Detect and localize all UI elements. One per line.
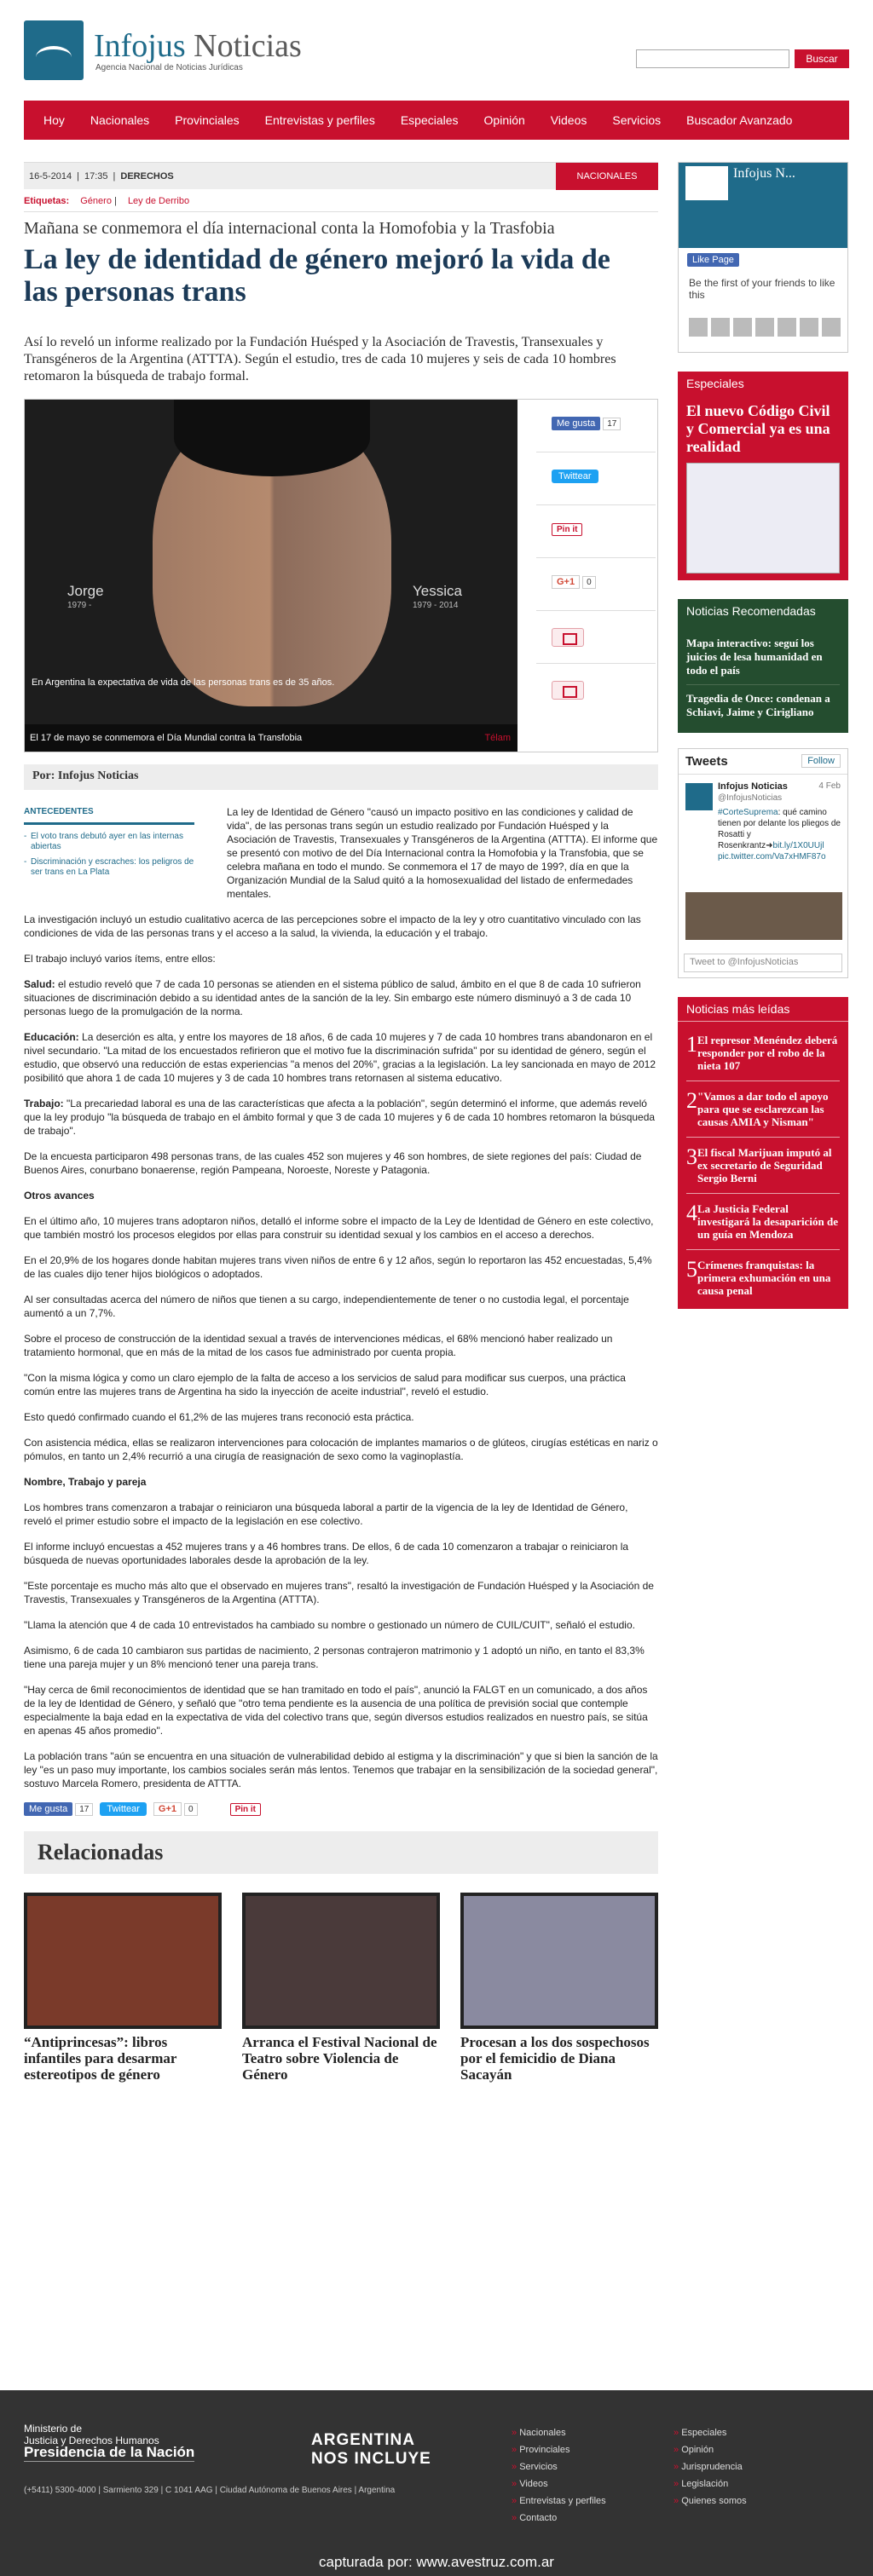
mas-leida-title[interactable]: "Vamos a dar todo el apoyo para que se esclarezcan las causas AMIA y Nisman" <box>697 1090 829 1128</box>
footer-link[interactable]: » Provinciales <box>512 2441 606 2458</box>
paragraph-lead-in: Nombre, Trabajo y pareja <box>24 1476 147 1488</box>
search-input[interactable] <box>636 49 789 68</box>
paragraph-text: "Llama la atención que 4 de cada 10 entrevistados ha cambiado su nombre o gestionado un número de CUIL/CUIT", señaló el estudio. <box>24 1619 635 1631</box>
twitter-widget <box>678 748 848 978</box>
article-title: La ley de identidad de género mejoró la vida de las personas trans <box>24 244 610 308</box>
article-paragraph <box>227 805 658 901</box>
article-paragraph <box>24 1540 658 1567</box>
argentina-line: NOS INCLUYE <box>311 2450 431 2468</box>
argentina-logo <box>311 2431 431 2469</box>
nav-opinion[interactable]: Opinión <box>483 113 525 127</box>
tag-link[interactable]: Ley de Derribo <box>127 196 190 206</box>
footer-link[interactable]: » Opinión <box>674 2441 747 2458</box>
recomendadas-box <box>678 599 848 733</box>
article-column <box>24 162 658 2083</box>
article-paragraph <box>24 952 658 965</box>
site-footer <box>0 2390 873 2576</box>
article-paragraph <box>24 1214 658 1242</box>
article-paragraph <box>24 1097 658 1138</box>
nav-videos[interactable]: Videos <box>550 113 587 127</box>
footer-link[interactable]: » Quienes somos <box>674 2492 747 2510</box>
paragraph-text: En el 20,9% de los hogares donde habitan mujeres trans viven niños de entre 6 y 12 años, según lo reportaron las 452 encuestadas, 5,4% de las cuales dijo tener hijos biológicos o adoptados. <box>24 1254 652 1280</box>
article-paragraph <box>24 913 658 940</box>
article-paragraph <box>24 1579 658 1606</box>
google-plus-button[interactable]: G+1 <box>552 575 580 589</box>
paragraph-lead-in: Salud: <box>24 978 55 990</box>
nav-hoy[interactable]: Hoy <box>43 113 65 127</box>
nav-entrevistas[interactable]: Entrevistas y perfiles <box>264 113 375 127</box>
nav-servicios[interactable]: Servicios <box>612 113 662 127</box>
paragraph-text: El trabajo incluyó varios ítems, entre ellos: <box>24 953 216 965</box>
article-date: 16-5-2014 <box>29 170 72 182</box>
footer-link[interactable]: » Legislación <box>674 2475 747 2492</box>
tweet-pic-link[interactable]: pic.twitter.com/Va7xHMF87o <box>718 852 826 862</box>
photo-credit: Télam <box>484 733 511 743</box>
related-title[interactable]: Arranca el Festival Nacional de Teatro sobre Violencia de Género <box>242 2034 437 2083</box>
rank-number: 2 <box>686 1088 697 1113</box>
paragraph-text: De la encuesta participaron 498 personas trans, de las cuales 452 son mujeres y 46 son hombres, de siete regiones del país: Ciudad de Buenos Aires, conurbano bonaerense, región Pampeana, Noroeste, Noreste y Patagonia. <box>24 1150 642 1176</box>
paragraph-text: Esto quedó confirmado cuando el 61,2% de las mujeres trans reconoció esta práctica. <box>24 1411 414 1423</box>
related-item[interactable] <box>460 1893 658 2083</box>
nav-especiales[interactable]: Especiales <box>400 113 459 127</box>
capture-credit: capturada por: www.avestruz.com.ar <box>319 2554 554 2570</box>
pinterest-button[interactable]: Pin it <box>552 523 582 536</box>
paragraph-text: La población trans "aún se encuentra en una situación de vulnerabilidad debido al estigma y la discriminación" y que si bien la sanción de la ley "es un paso muy importante, los cambios sociales serán más lentos. Tenemos que trabajar en la sensibilización de la sociedad general", sostuvo Marcela Romero, presidenta de ATTTA. <box>24 1750 658 1789</box>
facebook-like-button[interactable]: Me gusta <box>24 1802 72 1816</box>
tweet-date: 4 Feb <box>818 781 841 791</box>
related-item[interactable] <box>24 1893 222 2083</box>
twitter-avatar[interactable] <box>685 783 713 810</box>
antecedente-link[interactable]: - Discriminación y escraches: los peligros de ser trans en La Plata <box>24 857 194 878</box>
facebook-like-button[interactable]: Me gusta <box>552 417 600 430</box>
rank-number: 5 <box>686 1257 697 1282</box>
footer-links-b <box>674 2424 747 2510</box>
mas-leidas-box <box>678 997 848 1309</box>
article-paragraph <box>24 1150 658 1177</box>
paragraph-text: Con asistencia médica, ellas se realizaron intervenciones para colocación de implantes mamarios o de glúteos, cirugías estéticas en nariz o pómulos, en tanto un 2,4% recurrió a una cirugía de reasignación de sexo como la vaginoplastía. <box>24 1437 658 1462</box>
rank-number: 4 <box>686 1201 697 1225</box>
bottom-share-bar <box>24 1802 658 1816</box>
mas-leida-title[interactable]: El represor Menéndez deberá responder por el robo de la nieta 107 <box>697 1034 838 1072</box>
article-paragraph <box>24 1501 658 1528</box>
related-image <box>460 1893 658 2029</box>
google-plus-count: 0 <box>582 576 596 589</box>
paragraph-text: Asimismo, 6 de cada 10 cambiaron sus partidas de nacimiento, 2 personas contrajeron matrimonio y 1 adoptó un niño, en tanto el 83,3% tiene una pareja mujer y un 8% mencionó tener una pareja trans. <box>24 1645 645 1670</box>
nav-buscador[interactable]: Buscador Avanzado <box>686 113 793 127</box>
tweet-input[interactable]: Tweet to @InfojusNoticias <box>684 954 842 972</box>
paragraph-lead-in: Educación: <box>24 1031 79 1043</box>
argentina-line: ARGENTINA <box>311 2431 415 2449</box>
antecedente-link[interactable]: - El voto trans debutó ayer en las internas abiertas <box>24 832 194 852</box>
photo-caption: El 17 de mayo se conmemora el Día Mundial contra la Transfobia <box>25 724 517 752</box>
footer-link[interactable]: » Contacto <box>512 2510 606 2527</box>
fb-page-name[interactable]: Infojus N... <box>733 166 795 181</box>
article-body <box>24 805 658 1790</box>
fb-like-page-button[interactable]: Like Page <box>687 253 739 267</box>
facebook-widget <box>678 162 848 353</box>
tags-label: Etiquetas: <box>24 196 70 206</box>
mas-leida-title[interactable]: Crímenes franquistas: la primera exhumación en una causa penal <box>697 1259 831 1297</box>
article-paragraph <box>24 1410 658 1424</box>
footer-link[interactable]: » Videos <box>512 2475 606 2492</box>
follow-button[interactable]: Follow <box>801 754 841 768</box>
mas-leidas-title: Noticias más leídas <box>678 997 848 1022</box>
paragraph-lead-in: Trabajo: <box>24 1098 64 1109</box>
article-meta: 16-5-2014 | 17:35 | DERECHOS NACIONALES <box>24 162 658 189</box>
related-list <box>24 1893 658 2083</box>
print-icon[interactable] <box>552 628 584 647</box>
paragraph-text: "Con la misma lógica y como un claro ejemplo de la falta de acceso a los servicios de salud para modificar sus cuerpos, una práctica común entre las mujeres trans de Argentina ha sido la inyección de aceite industrial", reveló el estudio. <box>24 1372 626 1397</box>
paragraph-text: "Este porcentaje es mucho más alto que el observado en mujeres trans", resaltó la investigación de Fundación Huésped y la Asociación de Travestis, Transexuales y Transgéneros de la Argentina (ATTTA). <box>24 1580 654 1605</box>
article-paragraph <box>24 1371 658 1398</box>
article-paragraph <box>24 1618 658 1632</box>
photo-year-left: 1979 - <box>67 601 92 610</box>
footer-link[interactable]: » Nacionales <box>512 2424 606 2441</box>
article-paragraph <box>24 1189 658 1202</box>
mas-leida-title[interactable]: La Justicia Federal investigará la desaparición de un guía en Mendoza <box>697 1202 839 1241</box>
paragraph-text: "La precariedad laboral es una de las características que afecta a la población", según determinó el informe, que además reveló que la ley produjo "la búsqueda de trabajo en el ámbito formal y que 3 de cada 10 mujeres y 6 de cada 10 hombres retomaron la búsqueda de trabajo". <box>24 1098 656 1137</box>
article-author: Por: Infojus Noticias <box>24 764 658 790</box>
article-paragraph <box>24 1253 658 1281</box>
twitter-button[interactable]: Twittear <box>552 470 598 483</box>
footer-address: (+5411) 5300-4000 | Sarmiento 329 | C 1041 AAG | Ciudad Autónoma de Buenos Aires | Argentina <box>24 2486 396 2495</box>
pinterest-button[interactable]: Pin it <box>230 1803 261 1816</box>
recomendada-item[interactable]: Mapa interactivo: seguí los juicios de lesa humanidad en todo el país <box>686 630 840 685</box>
fb-friends-row <box>689 318 841 337</box>
mas-leida-item[interactable] <box>686 1194 840 1250</box>
tweet-author[interactable]: Infojus Noticias <box>718 781 788 792</box>
article-paragraph <box>24 1475 658 1489</box>
photo-name-right: Yessica <box>413 583 462 599</box>
related-image <box>242 1893 440 2029</box>
footer-links-a <box>512 2424 606 2527</box>
ministerio-line: Ministerio de <box>24 2423 83 2435</box>
mas-leida-item[interactable] <box>686 1025 840 1081</box>
article-paragraph <box>24 1749 658 1790</box>
tweet-text <box>718 807 842 862</box>
article-paragraph <box>24 1644 658 1671</box>
facebook-count: 17 <box>75 1803 93 1816</box>
footer-link[interactable]: » Entrevistas y perfiles <box>512 2492 606 2510</box>
rank-number: 3 <box>686 1144 697 1169</box>
related-item[interactable] <box>242 1893 440 2083</box>
article-paragraph <box>24 1683 658 1738</box>
hashtag-link[interactable]: #CorteSuprema <box>718 808 778 817</box>
related-heading: Relacionadas <box>24 1831 658 1874</box>
tag-link[interactable]: Género <box>80 196 112 206</box>
paragraph-text: La investigación incluyó un estudio cualitativo acerca de las percepciones sobre el impacto de la ley y otro cuantitativo vinculado con las condiciones de vida de las personas trans y el acceso a la salud, la vivienda, la educación y el trabajo. <box>24 913 641 939</box>
paragraph-text: el estudio reveló que 7 de cada 10 personas se atienden en el sistema público de salud, ámbito en el que 8 de cada 10 sufrieron situaciones de discriminación debido a su identidad antes de la sanción de la ley. Sin embargo este número disminuyó a 3 de cada 10 personas luego de la promulgación de la norma. <box>24 978 641 1017</box>
facebook-count: 17 <box>603 418 621 430</box>
section-badge[interactable]: NACIONALES <box>556 163 658 190</box>
search-form <box>636 49 849 68</box>
mas-leida-title[interactable]: El fiscal Marijuan imputó al ex secretario de Seguridad Sergio Berni <box>697 1146 832 1184</box>
article-lead: Así lo reveló un informe realizado por la Fundación Huésped y la Asociación de Travestis, Transexuales y Transgéneros de la Argentina (ATTTA). Según el estudio, tres de cada 10 mujeres y seis de cada 10 hombres retomaron la búsqueda de trabajo formal. <box>24 335 616 383</box>
paragraph-text: En el último año, 10 mujeres trans adoptaron niños, detalló el informe sobre el impacto de la Ley de Identidad de Género en este colectivo, que también mostró los procesos elegidos por ellas para construir su identidad sexual y los cambios en el acceso a derechos. <box>24 1215 654 1241</box>
article-time: 17:35 <box>84 170 108 182</box>
related-title[interactable]: “Antiprincesas”: libros infantiles para desarmar estereotipos de género <box>24 2034 177 2083</box>
email-icon[interactable] <box>552 681 584 700</box>
nav-nacionales[interactable]: Nacionales <box>90 113 150 127</box>
mas-leida-item[interactable] <box>686 1138 840 1194</box>
sidebar <box>678 162 848 1309</box>
article-paragraph <box>24 1293 658 1320</box>
paragraph-text: Sobre el proceso de construcción de la identidad sexual a través de intervenciones médicas, el 68% mencionó haber realizado un tratamiento hormonal, que en más de la mitad de los casos fue administrado por cuenta propia. <box>24 1333 613 1358</box>
twitter-button[interactable]: Twittear <box>100 1802 147 1816</box>
photo-year-right: 1979 - 2014 <box>413 601 459 610</box>
recomendadas-title: Noticias Recomendadas <box>678 599 848 623</box>
presidencia-line: Presidencia de la Nación <box>24 2444 195 2460</box>
antecedentes-title: ANTECEDENTES <box>24 805 194 825</box>
tweet-image[interactable] <box>685 892 842 940</box>
google-plus-button[interactable]: G+1 <box>153 1802 182 1816</box>
antecedentes-box <box>24 805 194 883</box>
article-section: DERECHOS <box>120 170 174 182</box>
article-paragraph <box>24 977 658 1018</box>
paragraph-text: Al ser consultadas acerca del número de niños que tienen a su cargo, independientemente de tener o no custodia legal, el porcentaje aumentó a un 7,7%. <box>24 1294 629 1319</box>
site-header <box>24 0 849 101</box>
article-kicker: Mañana se conmemora el día internacional conta la Homofobia y la Trasfobia <box>24 219 555 238</box>
photo-name-left: Jorge <box>67 583 104 599</box>
especiales-title: Especiales <box>678 372 848 395</box>
page-avatar <box>685 166 728 200</box>
paragraph-text: "Hay cerca de 6mil reconocimientos de identidad que se han tramitado en todo el país", anunció la FALGT en un comunicado, a dos años de la ley de Identidad de Género, y señaló que "otro tema pendiente es la ausencia de una política de previsión social que contemple especialmente la baja edad en la expectativa de vida del colectivo trans que, según diversos estudios realizados en nuestro país, se sitúa en apenas 45 años promedio". <box>24 1684 648 1737</box>
search-button[interactable]: Buscar <box>795 49 849 68</box>
site-logo[interactable] <box>24 20 302 80</box>
article-paragraph <box>24 1030 658 1085</box>
logo-title-b: Noticias <box>194 27 302 64</box>
photo-overlay-text: En Argentina la expectativa de vida de las personas trans es de 35 años. <box>32 677 335 688</box>
article-paragraph <box>24 1332 658 1359</box>
related-image <box>24 1893 222 2029</box>
recomendada-item[interactable]: Tragedia de Once: condenan a Schiavi, Jaime y Cirigliano <box>686 692 830 718</box>
mas-leida-item[interactable] <box>686 1081 840 1138</box>
article-photo[interactable] <box>25 400 517 752</box>
tweet-handle: @InfojusNoticias <box>718 793 783 803</box>
tweet-body: : qué camino tienen por delante los pliegos de Rosatti y Rosenkrantz➜ <box>718 808 841 850</box>
footer-link[interactable]: » Servicios <box>512 2458 606 2475</box>
paragraph-lead-in: Otros avances <box>24 1190 95 1202</box>
google-plus-count: 0 <box>184 1803 198 1816</box>
logo-subtitle: Agencia Nacional de Noticias Jurídicas <box>95 62 243 72</box>
share-column <box>536 400 656 717</box>
paragraph-text: El informe incluyó encuestas a 452 mujeres trans y a 46 hombres trans. De ellos, 6 de cada 10 comenzaron a trabajar o reiniciaron la búsqueda de nuevas oportunidades laborales desde la aprobación de la ley. <box>24 1541 629 1566</box>
article-paragraph <box>24 1436 658 1463</box>
paragraph-text: Los hombres trans comenzaron a trabajar o reiniciaron una búsqueda laboral a partir de la vigencia de la ley de Identidad de Género, reveló el primer estudio sobre el impacto de la legislación en ese colectivo. <box>24 1501 628 1527</box>
footer-link[interactable]: » Especiales <box>674 2424 747 2441</box>
ministerio-line: Justicia y Derechos Humanos <box>24 2435 159 2446</box>
tags-row: Etiquetas: Género | Ley de Derribo <box>24 189 658 212</box>
logo-title-a: Infojus <box>94 27 186 64</box>
paragraph-text: La ley de Identidad de Género "causó un impacto positivo en las condiciones y calidad de vida", de las personas trans según un estudio realizado por Fundación Huésped y la Asociación de Travestis, Transexuales y Transgéneros de la Argentina (ATTTA). El informe que se presentó con motivo de del Día Internacional contra la Homofobia y la Transfobia, que se celebra mañana en todo el mundo. Se conmemora el 17 de mayo de 199?, día en que la Organización Mundial de la Salud quitó a la homosexualidad del listado de enfermedades mentales. <box>227 806 658 900</box>
footer-link[interactable]: » Jurisprudencia <box>674 2458 747 2475</box>
tweet-link[interactable]: bit.ly/1X0UUjl <box>772 841 824 850</box>
especiales-image[interactable] <box>686 463 840 573</box>
article-media <box>24 399 658 752</box>
logo-icon <box>24 20 84 80</box>
rank-number: 1 <box>686 1032 697 1057</box>
nav-provinciales[interactable]: Provinciales <box>175 113 240 127</box>
especiales-item[interactable]: El nuevo Código Civil y Comercial ya es una realidad <box>686 402 830 455</box>
ministerio-logo[interactable] <box>24 2423 194 2462</box>
related-title[interactable]: Procesan a los dos sospechosos por el femicidio de Diana Sacayán <box>460 2034 650 2083</box>
paragraph-text: La deserción es alta, y entre los mayores de 18 años, 6 de cada 10 mujeres y 7 de cada 10 hombres trans abandonaron en el nivel secundario. "La mitad de los encuestados refirieron que el motivo fue la discriminación sufrida" por su identidad de género, según el estudio, que observó una reducción de estas experiencias "a menos del 20%", gracias a la legislación. La ley sancionada en mayo de 2012 posibilitó que ahora 1 de cada 10 mujeres y 3 de cada 10 hombres trans retornasen al sistema educativo. <box>24 1031 656 1084</box>
fb-text: Be the first of your friends to like this <box>689 277 835 301</box>
mas-leida-item[interactable] <box>686 1250 840 1305</box>
especiales-box <box>678 372 848 580</box>
tweets-title: Tweets <box>685 754 728 769</box>
main-nav <box>24 101 849 140</box>
